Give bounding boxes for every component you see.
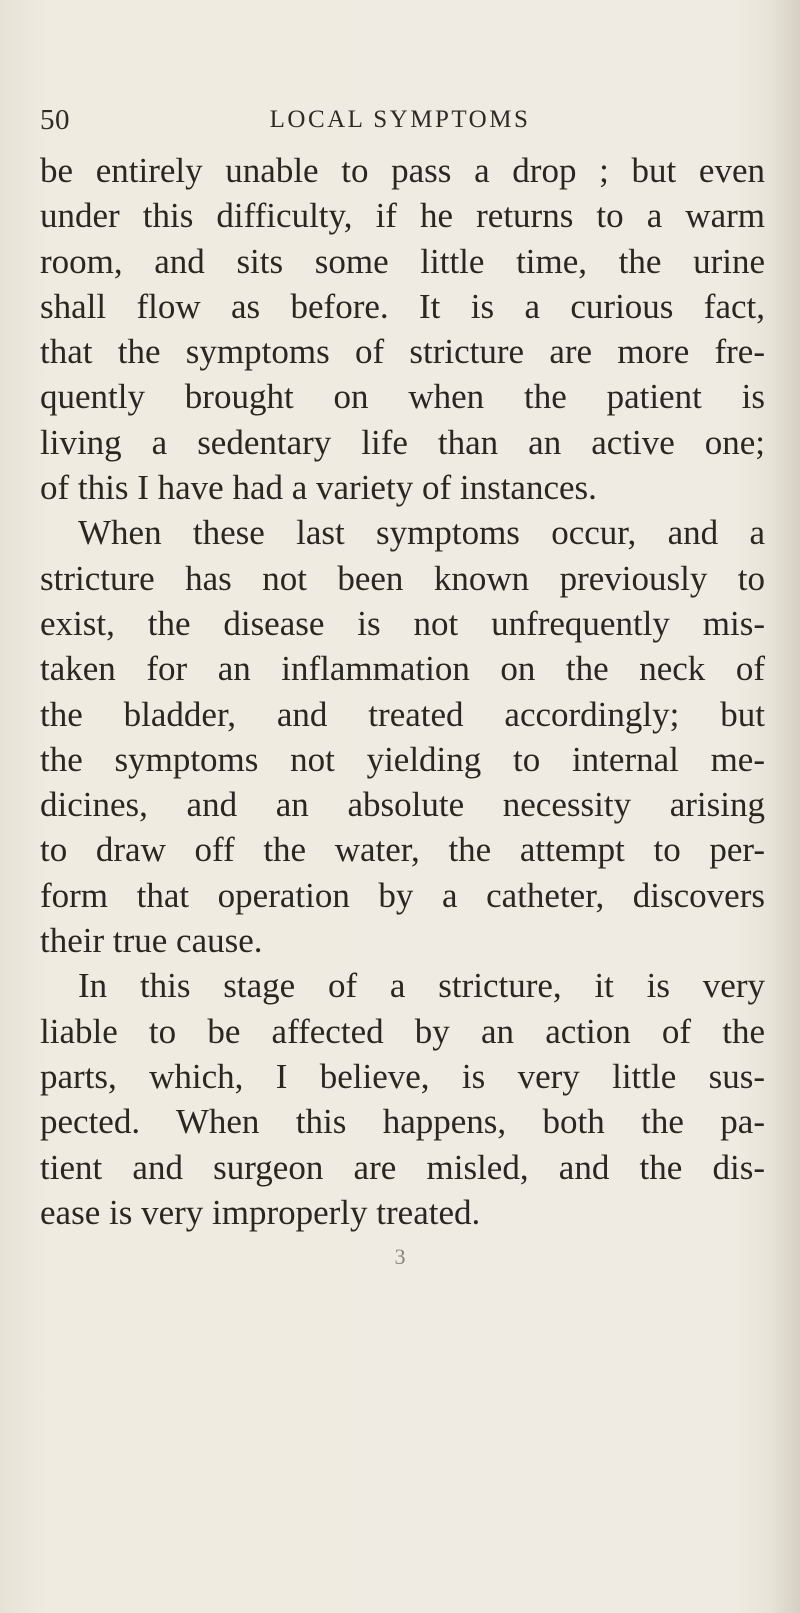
text-line: liable to be affected by an action of the: [40, 1011, 765, 1051]
page-number: 50: [40, 104, 70, 136]
text-line: ease is very improperly treated.: [40, 1192, 481, 1232]
text-line: quently brought on when the patient is: [40, 377, 765, 417]
text-line: pected. When this happens, both the pa-: [40, 1102, 765, 1142]
text-line: exist, the disease is not unfrequently mis-: [40, 603, 765, 643]
text-line: room, and sits some little time, the urine: [40, 241, 765, 281]
page-edge-shadow: [770, 0, 800, 1613]
text-line: In this stage of a stricture, it is very: [78, 966, 765, 1006]
text-line: to draw off the water, the attempt to per-: [40, 830, 765, 870]
text-line: their true cause.: [40, 921, 263, 961]
text-line: form that operation by a catheter, discovers: [40, 875, 765, 915]
text-line: shall flow as before. It is a curious fact,: [40, 286, 765, 326]
text-line: When these last symptoms occur, and a: [78, 513, 765, 553]
text-line: be entirely unable to pass a drop ; but even: [40, 151, 765, 190]
text-line: living a sedentary life than an active one;: [40, 422, 765, 462]
body-text: [40, 148, 765, 1235]
text-line: of this I have had a variety of instances.: [40, 468, 597, 508]
text-line: the symptoms not yielding to internal me-: [40, 739, 765, 779]
text-line: stricture has not been known previously to: [40, 558, 765, 598]
page-header: [0, 104, 800, 144]
text-line: taken for an inflammation on the neck of: [40, 649, 765, 689]
text-line: that the symptoms of stricture are more fre-: [40, 332, 765, 372]
running-head: LOCAL SYMPTOMS: [269, 106, 531, 133]
text-line: under this difficulty, if he returns to a warm: [40, 196, 765, 236]
text-line: dicines, and an absolute necessity arising: [40, 785, 765, 825]
signature-mark: 3: [394, 1244, 406, 1269]
text-line: tient and surgeon are misled, and the dis-: [40, 1147, 765, 1187]
text-line: parts, which, I believe, is very little sus-: [40, 1056, 765, 1096]
text-line: the bladder, and treated accordingly; but: [40, 694, 765, 734]
